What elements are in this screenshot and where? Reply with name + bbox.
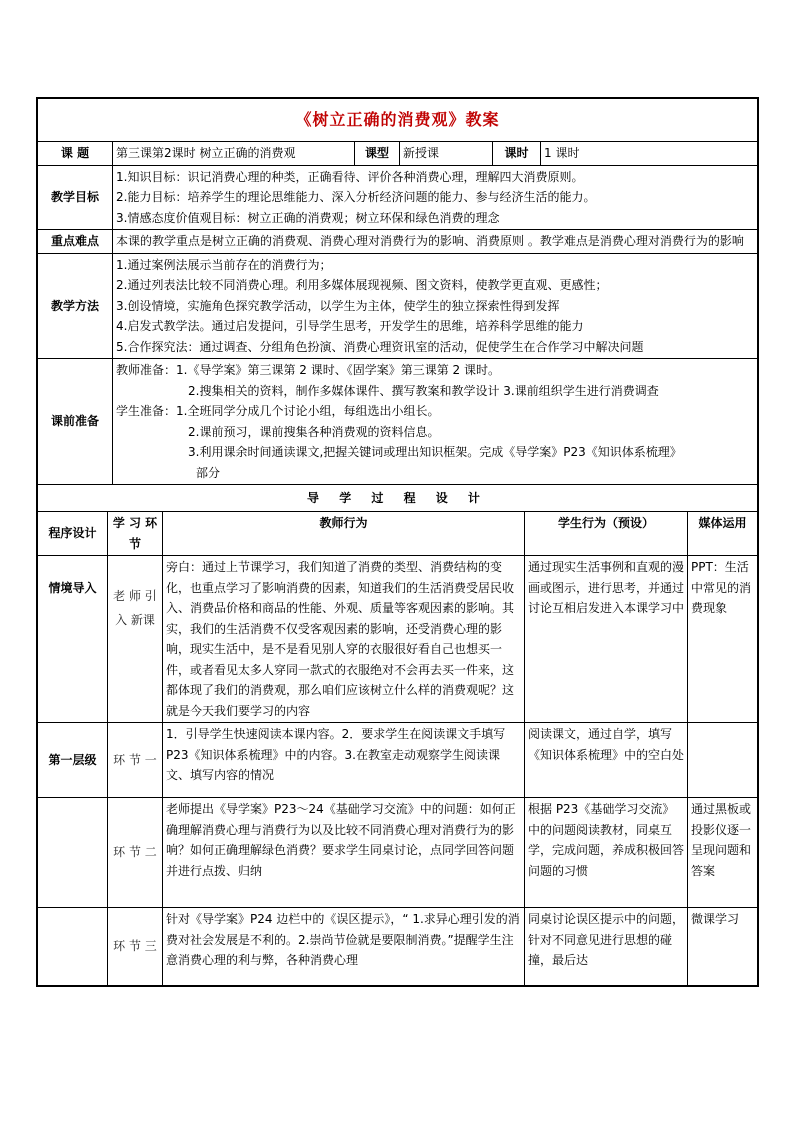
- student-behavior-cell: 通过现实生活事例和直观的漫画或图示，进行思考，并通过讨论互相启发进入本课学习中: [525, 556, 688, 723]
- class-hours-label: 课时: [493, 142, 541, 166]
- student-prep-line: 2.课前预习，课前搜集各种消费观的资料信息。: [188, 424, 440, 439]
- process-table: [37, 485, 758, 986]
- lesson-type-value: 新授课: [400, 142, 493, 166]
- student-behavior-cell: 同桌讨论误区提示中的问题，针对不同意见进行思想的碰撞，最后达: [525, 908, 688, 986]
- program-cell: [38, 908, 108, 986]
- stage-cell: 老 师 引 入 新课: [108, 556, 163, 723]
- key-points-label: 重点难点: [38, 230, 113, 254]
- preparation-content: [113, 359, 758, 485]
- student-prep-line: 部分: [196, 465, 221, 480]
- program-header: 程序设计: [38, 512, 108, 556]
- media-header: 媒体运用: [688, 512, 758, 556]
- lesson-plan-document: [36, 97, 759, 987]
- process-heading: 导 学 过 程 设 计: [38, 485, 758, 512]
- media-cell: [688, 723, 758, 798]
- program-cell: [38, 798, 108, 908]
- objective-item: 1.知识目标：识记消费心理的种类，正确看待、评价各种消费心理，理解四大消费原则。: [116, 169, 584, 184]
- student-prep-line: 学生准备：1.全班同学分成几个讨论小组，每组选出小组长。: [116, 404, 440, 418]
- stage-cell: 环 节 三: [108, 908, 163, 986]
- student-prep-line: 3.利用课余时间通读课文,把握关键词或理出知识框架。完成《导学案》P23《知识体系梳理》: [188, 445, 682, 459]
- student-behavior-header: 学生行为（预设）: [525, 512, 688, 556]
- media-cell: PPT：生活中常见的消费现象: [688, 556, 758, 723]
- teacher-behavior-cell: 老师提出《导学案》P23～24《基础学习交流》中的问题：如何正确理解消费心理与消费行为以及比较不同消费心理对消费行为的影响？如何正确理解绿色消费？要求学生同桌讨论，点同学回答问题并进行点拨、归纳: [163, 798, 525, 908]
- objectives-label: 教学目标: [38, 165, 113, 230]
- topic-value: 第三课第2课时 树立正确的消费观: [113, 142, 355, 166]
- key-points-content: 本课的教学重点是树立正确的消费观、消费心理对消费行为的影响、消费原则 。教学难点是消费心理对消费行为的影响: [113, 230, 758, 254]
- stage-cell: 环 节 一: [108, 723, 163, 798]
- preparation-label: 课前准备: [38, 359, 113, 485]
- teacher-prep-line: 教师准备：1.《导学案》第三课第 2 课时、《固学案》第三课第 2 课时。: [116, 363, 500, 377]
- method-item: 3.创设情境，实施角色探究教学活动，以学生为主体，使学生的独立探索性得到发挥: [116, 298, 560, 313]
- class-hours-value: 1 课时: [541, 142, 758, 166]
- methods-label: 教学方法: [38, 253, 113, 359]
- media-cell: 通过黑板或投影仪逐一呈现问题和答案: [688, 798, 758, 908]
- lesson-info-table: [37, 98, 758, 485]
- method-item: 5.合作探究法：通过调查、分组角色扮演、消费心理资讯室的活动，促使学生在合作学习中解决问题: [116, 339, 644, 354]
- methods-content: [113, 253, 758, 359]
- stage-cell: 环 节 二: [108, 798, 163, 908]
- objectives-content: [113, 165, 758, 230]
- objective-item: 2.能力目标：培养学生的理论思维能力、深入分析经济问题的能力、参与经济生活的能力。: [116, 190, 596, 204]
- teacher-behavior-header: 教师行为: [163, 512, 525, 556]
- teacher-behavior-cell: 旁白：通过上节课学习，我们知道了消费的类型、消费结构的变化，也重点学习了影响消费的因素，知道我们的生活消费受居民收入、消费品价格和商品的性能、外观、质量等客观因素的影响。其实，我们的生活消费不仅受客观因素的影响，还受消费心理的影响，现实生活中，是不是看见别人穿的衣服很好看自己也想买一件，或者看见太多人穿同一款式的衣服绝对不会再去买一件来，这都体现了我们的消费观，那么咱们应该树立什么样的消费观呢？这就是今天我们要学习的内容: [163, 556, 525, 723]
- objective-item: 3.情感态度价值观目标：树立正确的消费观；树立环保和绿色消费的理念: [116, 210, 500, 225]
- program-cell: 情境导入: [38, 556, 108, 723]
- method-item: 4.启发式教学法。通过启发提问，引导学生思考，开发学生的思维，培养科学思维的能力: [116, 319, 584, 333]
- method-item: 1.通过案例法展示当前存在的消费行为；: [116, 257, 332, 272]
- media-cell: 微课学习: [688, 908, 758, 986]
- topic-label: 课 题: [38, 142, 113, 166]
- teacher-prep-line: 2.搜集相关的资料，制作多媒体课件、撰写教案和教学设计 3.课前组织学生进行消费调查: [188, 383, 659, 398]
- document-title: 《树立正确的消费观》教案: [38, 99, 758, 142]
- program-cell: 第一层级: [38, 723, 108, 798]
- teacher-behavior-cell: 1．引导学生快速阅读本课内容。2．要求学生在阅读课文手填写 P23《知识体系梳理》中的内容。3.在教室走动观察学生阅读课文、填写内容的情况: [163, 723, 525, 798]
- teacher-behavior-cell: 针对《导学案》P24 边栏中的《误区提示》，“ 1.求异心理引发的消费对社会发展是不利的。2.崇尚节俭就是要限制消费。”提醒学生注意消费心理的利与弊，各种消费心理: [163, 908, 525, 986]
- stage-header: 学 习 环节: [108, 512, 163, 556]
- student-behavior-cell: 根据 P23《基础学习交流》中的问题阅读教材，同桌互学，完成问题，养成积极回答问题的习惯: [525, 798, 688, 908]
- method-item: 2.通过列表法比较不同消费心理。利用多媒体展现视频、图文资料，使教学更直观、更感性；: [116, 278, 608, 292]
- lesson-type-label: 课型: [355, 142, 400, 166]
- student-behavior-cell: 阅读课文，通过自学，填写《知识体系梳理》中的空白处: [525, 723, 688, 798]
